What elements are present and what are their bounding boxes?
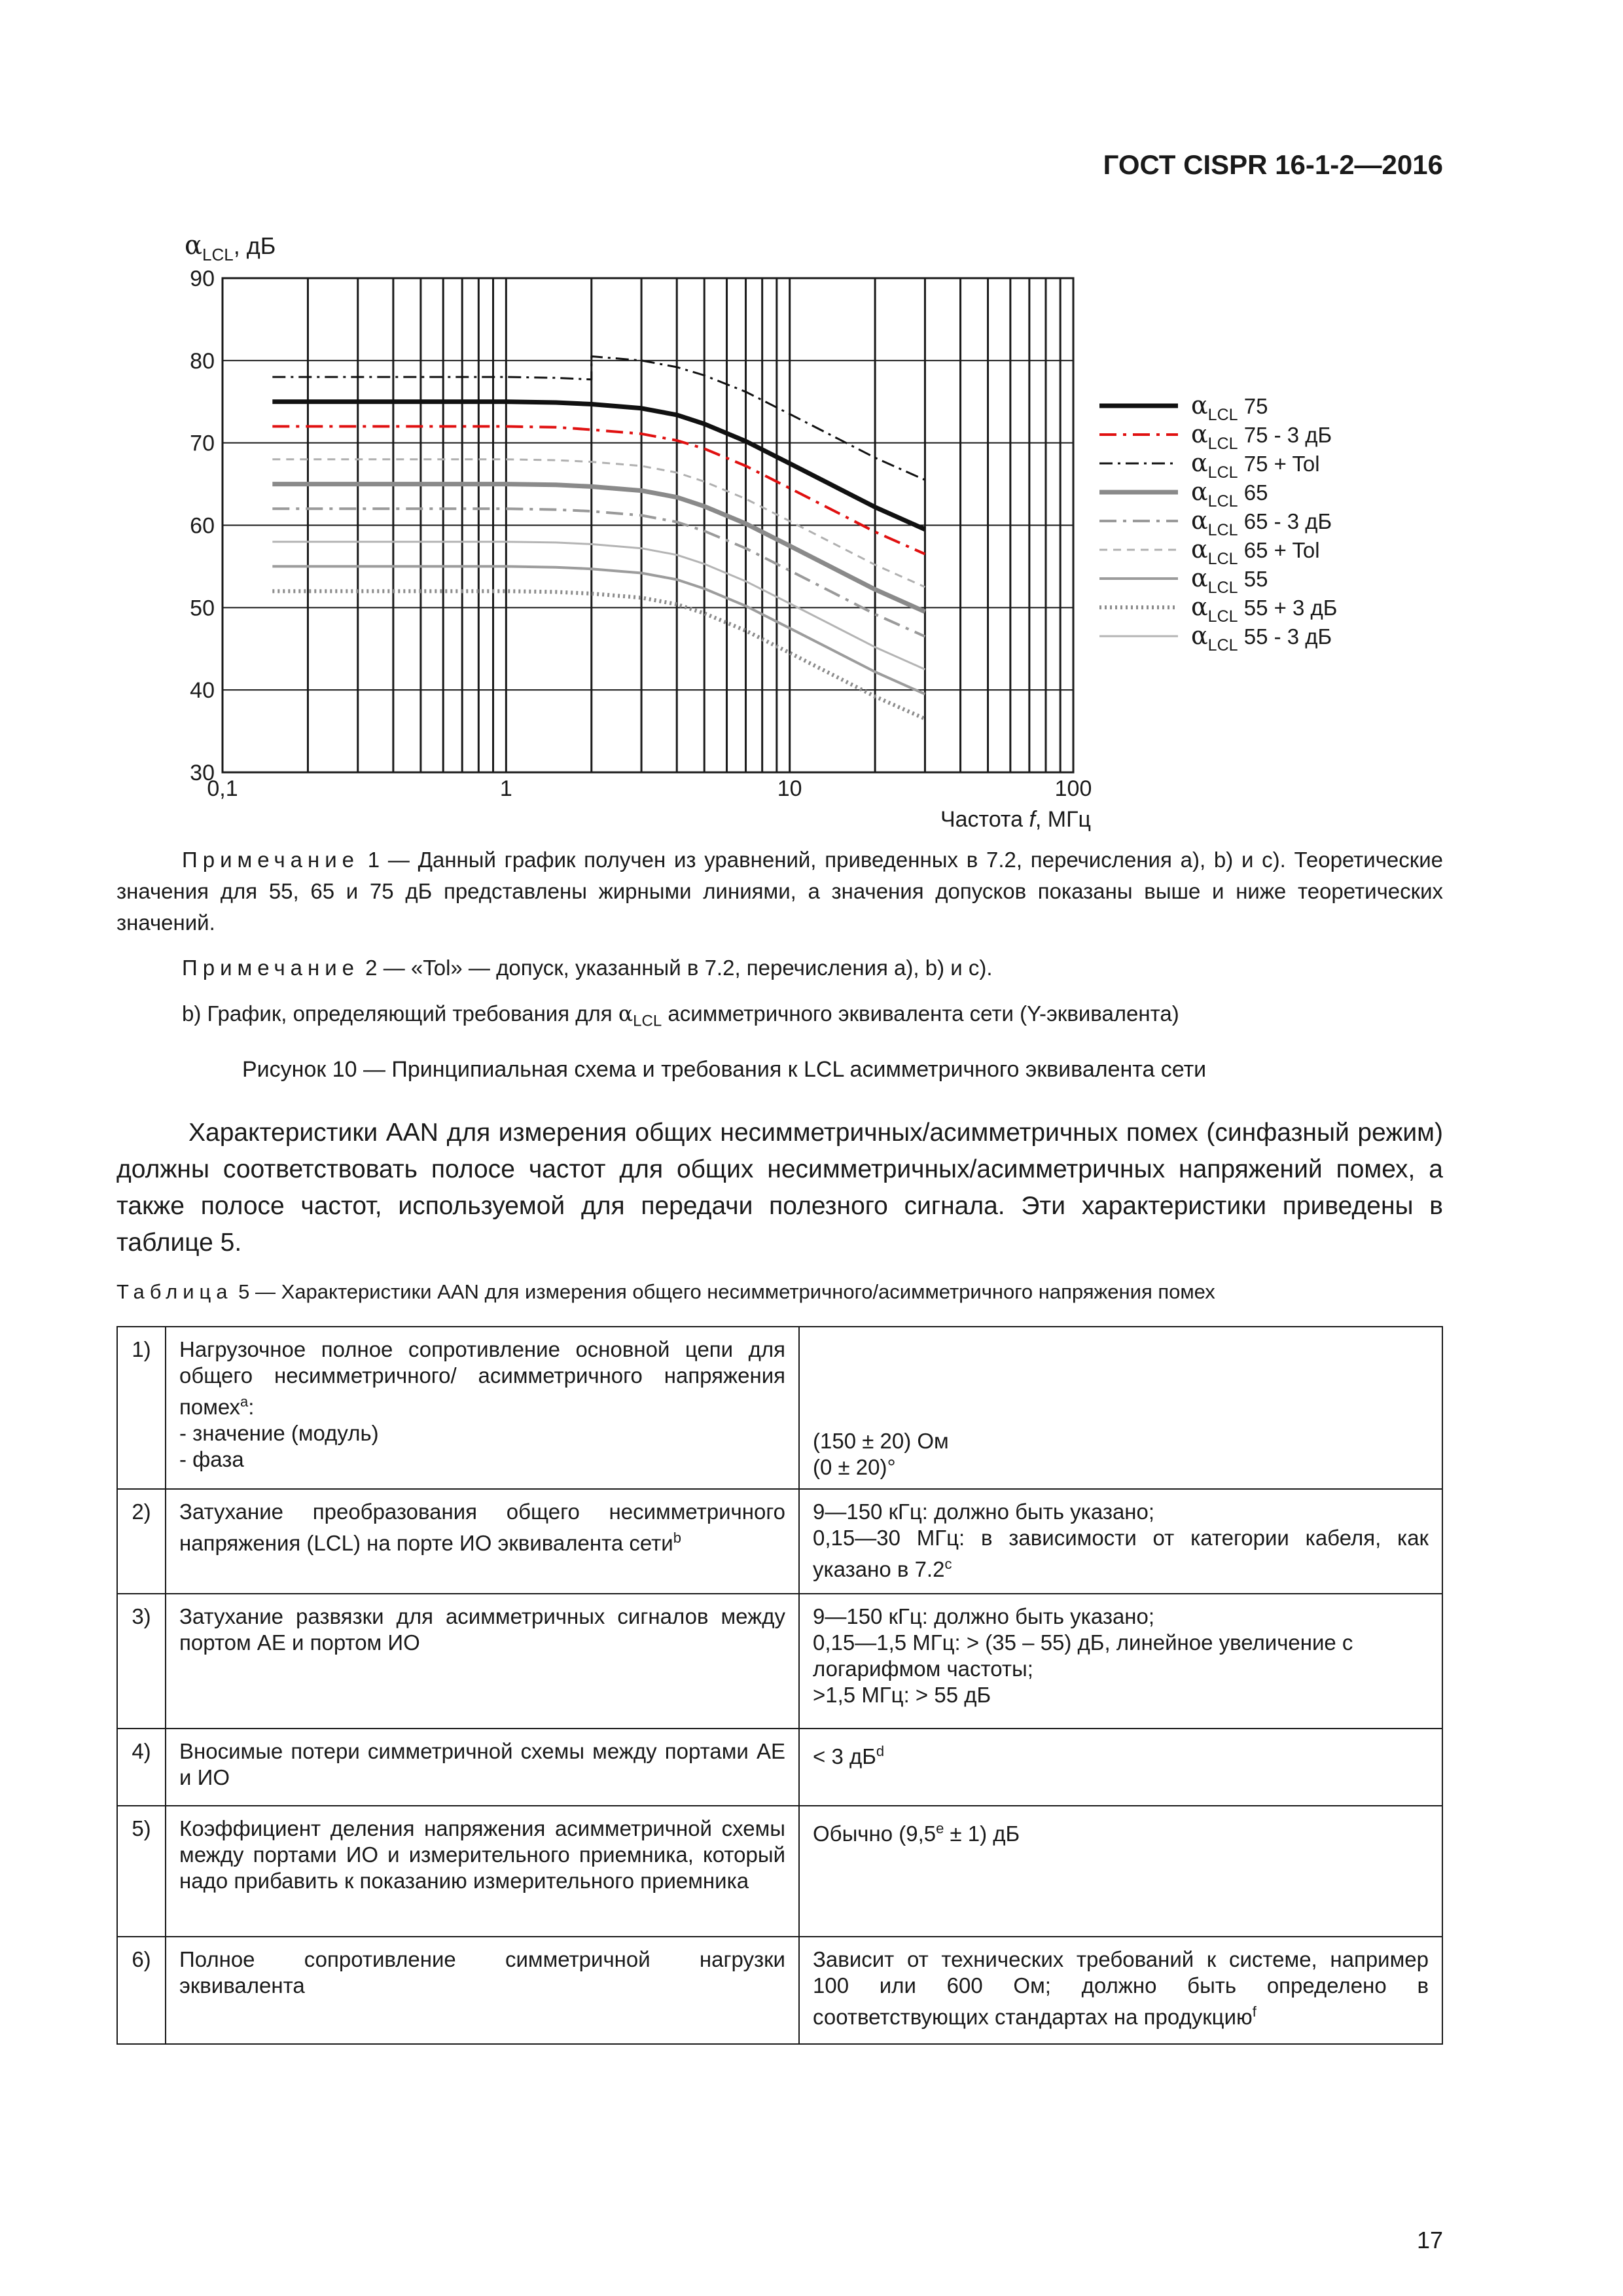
legend-label-5: $\alpha_{LCL}$ 65 + Tol <box>1191 535 1320 568</box>
series-line-1 <box>272 427 925 554</box>
note-1-prefix: Примечание <box>182 848 360 872</box>
subfigure-caption: b) График, определяющий требования для $\alpha_{LCL}$ асимметричного эквивалента сети (Y-эквивалента) <box>182 1001 1179 1030</box>
legend-label-1: $\alpha_{LCL}$ 75 - 3 дБ <box>1191 420 1332 453</box>
legend-label-0: $\alpha_{LCL}$ 75 <box>1191 391 1268 424</box>
legend-label-6: $\alpha_{LCL}$ 55 <box>1191 564 1268 597</box>
row-number: 6) <box>117 1937 166 2044</box>
series-line-8 <box>272 542 925 670</box>
x-axis-label: Частота f, МГц <box>940 807 1091 832</box>
table-row <box>117 1489 1442 1594</box>
document-header: ГОСТ CISPR 16-1-2—2016 <box>1103 149 1443 180</box>
series-line-4 <box>272 509 925 636</box>
x-tick-label: 0,1 <box>207 776 238 801</box>
legend-label-8: $\alpha_{LCL}$ 55 - 3 дБ <box>1191 621 1332 655</box>
y-tick-label: 90 <box>190 266 215 291</box>
characteristics-table <box>116 1326 1443 2045</box>
row-number: 1) <box>117 1327 166 1489</box>
y-tick-label: 70 <box>190 431 215 456</box>
legend-label-3: $\alpha_{LCL}$ 65 <box>1191 477 1268 511</box>
legend-label-7: $\alpha_{LCL}$ 55 + 3 дБ <box>1191 592 1338 626</box>
y-tick-label: 50 <box>190 596 215 621</box>
row-value: 9—150 кГц: должно быть указано; 0,15—30 МГц: в зависимости от категории кабеля, как указано в 7.2$^c$ <box>799 1489 1442 1594</box>
row-description: Коэффициент деления напряжения асимметричной схемы между портами ИО и измерительного приемника, который надо прибавить к показанию измерительного приемника <box>166 1806 799 1937</box>
y-tick-label: 40 <box>190 678 215 704</box>
note-1 <box>116 844 1443 939</box>
lcl-chart <box>0 0 1623 844</box>
row-number: 5) <box>117 1806 166 1937</box>
row-value: Обычно (9,5$^e$ ± 1) дБ <box>799 1806 1442 1937</box>
y-tick-label: 30 <box>190 761 215 785</box>
legend-label-2: $\alpha_{LCL}$ 75 + Tol <box>1191 448 1320 482</box>
series-line-2 <box>272 357 925 480</box>
row-description: Затухание преобразования общего несимметричного напряжения (LCL) на порте ИО эквивалента сети$^b$ <box>166 1489 799 1594</box>
table-row <box>117 1327 1442 1489</box>
chart-grid <box>223 278 1073 772</box>
row-value: 9—150 кГц: должно быть указано; 0,15—1,5 МГц: > (35 – 55) дБ, линейное увеличение с логарифмом частоты; >1,5 МГц: > 55 дБ <box>799 1594 1442 1729</box>
row-description: Полное сопротивление симметричной нагрузки эквивалента <box>166 1937 799 2044</box>
series-line-6 <box>272 566 925 694</box>
row-value: Зависит от технических требований к системе, например 100 или 600 Ом; должно быть определено в соответствующих стандартах на продукцию$^f$ <box>799 1937 1442 2044</box>
series-line-0 <box>272 402 925 529</box>
row-description: Затухание развязки для асимметричных сигналов между портом АЕ и портом ИО <box>166 1594 799 1729</box>
table-row <box>117 1729 1442 1806</box>
row-value: < 3 $дБ^d$ <box>799 1729 1442 1806</box>
table-row <box>117 1594 1442 1729</box>
row-description: Вносимые потери симметричной схемы между портами АЕ и ИО <box>166 1729 799 1806</box>
x-tick-label: 100 <box>1054 776 1092 801</box>
row-value: (150 ± 20) Ом (0 ± 20)° <box>799 1327 1442 1489</box>
table-row <box>117 1937 1442 2044</box>
note-2 <box>182 952 1508 984</box>
row-number: 3) <box>117 1594 166 1729</box>
y-tick-label: 80 <box>190 348 215 374</box>
x-tick-label: 10 <box>777 776 802 801</box>
chart-series <box>272 357 925 719</box>
figure-caption: Рисунок 10 — Принципиальная схема и требования к LCL асимметричного эквивалента сети <box>242 1057 1207 1082</box>
note-2-text: 2 — «Tol» — допуск, указанный в 7.2, перечисления а), b) и c). <box>359 956 993 980</box>
x-tick-label: 1 <box>499 776 512 801</box>
y-axis-label: $\alpha_{LCL}$, дБ <box>185 230 276 264</box>
legend-label-4: $\alpha_{LCL}$ 65 - 3 дБ <box>1191 506 1332 539</box>
page-number: 17 <box>1416 2227 1443 2253</box>
note-1-text: 1 — Данный график получен из уравнений, приведенных в 7.2, перечисления а), b) и c). Теоретические значения для 55, 65 и 75 дБ представлены жирными линиями, а значения допусков показаны выше и ниже теоретических значений. <box>116 848 1443 935</box>
note-2-prefix: Примечание <box>182 956 360 980</box>
series-line-7 <box>272 591 925 719</box>
table-row <box>117 1806 1442 1937</box>
series-line-5 <box>272 459 925 587</box>
y-tick-label: 60 <box>190 513 215 539</box>
row-number: 2) <box>117 1489 166 1594</box>
body-paragraph: Характеристики AAN для измерения общих несимметричных/асимметричных помех (синфазный режим) должны соответствовать полосе частот для общих несимметричных/асимметричных напряжений помех, а также полосе частот, используемой для передачи полезного сигнала. Эти характеристики приведены в таблице 5. <box>116 1119 1443 1257</box>
chart-legend <box>1099 391 1337 655</box>
row-number: 4) <box>117 1729 166 1806</box>
table-caption: Таблица 5 — Характеристики AAN для измерения общего несимметричного/асимметричного напряжения помех <box>116 1280 1215 1303</box>
row-description: Нагрузочное полное сопротивление основной цепи для общего несимметричного/ асимметричного напряжения помех$^a$: - значение (модуль) - фаза <box>166 1327 799 1489</box>
